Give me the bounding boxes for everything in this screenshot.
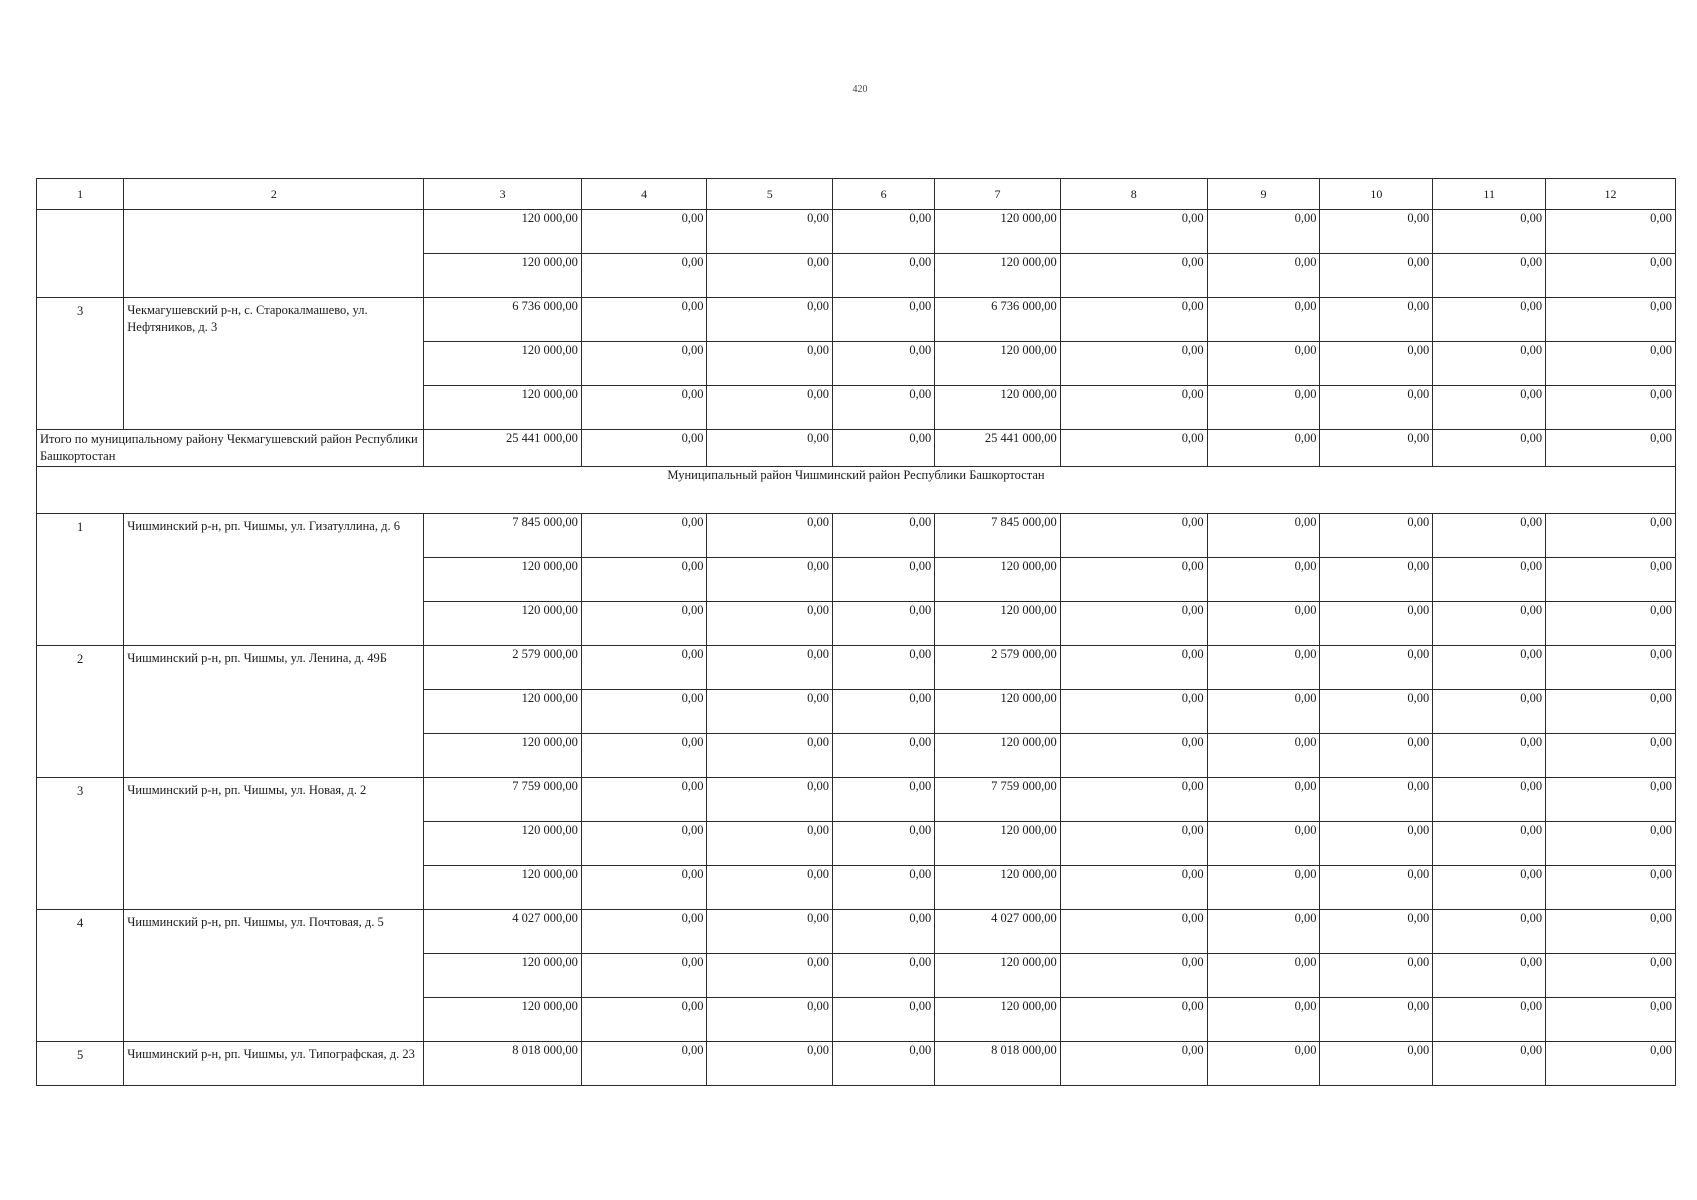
value-cell: 0,00: [1320, 910, 1433, 954]
value-cell: 120 000,00: [935, 342, 1061, 386]
table-row: [37, 646, 1676, 690]
value-cell: 0,00: [1060, 342, 1207, 386]
value-cell: 120 000,00: [935, 866, 1061, 910]
value-cell: 120 000,00: [935, 734, 1061, 778]
value-cell: 0,00: [707, 998, 833, 1042]
value-cell: 0,00: [1320, 602, 1433, 646]
value-cell: 0,00: [1433, 778, 1546, 822]
value-cell: 0,00: [707, 342, 833, 386]
value-cell: 2 579 000,00: [935, 646, 1061, 690]
value-cell: 0,00: [1320, 646, 1433, 690]
value-cell: 0,00: [1433, 342, 1546, 386]
value-cell: 0,00: [1060, 866, 1207, 910]
table-row: [37, 298, 1676, 342]
address-cell: [124, 210, 424, 298]
value-cell: 0,00: [1433, 954, 1546, 998]
value-cell: 120 000,00: [424, 998, 582, 1042]
value-cell: 0,00: [1060, 558, 1207, 602]
value-cell: 0,00: [1320, 954, 1433, 998]
value-cell: 0,00: [1546, 210, 1676, 254]
value-cell: 0,00: [1060, 514, 1207, 558]
value-cell: 0,00: [707, 210, 833, 254]
value-cell: 25 441 000,00: [935, 430, 1061, 467]
value-cell: 0,00: [707, 558, 833, 602]
value-cell: 0,00: [1060, 778, 1207, 822]
value-cell: 0,00: [1320, 778, 1433, 822]
value-cell: 0,00: [1060, 734, 1207, 778]
value-cell: 120 000,00: [935, 602, 1061, 646]
value-cell: 0,00: [581, 430, 707, 467]
value-cell: 0,00: [1433, 430, 1546, 467]
value-cell: 7 845 000,00: [424, 514, 582, 558]
value-cell: 0,00: [707, 1042, 833, 1086]
value-cell: 0,00: [581, 254, 707, 298]
value-cell: 0,00: [707, 778, 833, 822]
value-cell: 0,00: [581, 514, 707, 558]
value-cell: 8 018 000,00: [935, 1042, 1061, 1086]
value-cell: 0,00: [1433, 514, 1546, 558]
value-cell: 0,00: [707, 602, 833, 646]
value-cell: 0,00: [833, 734, 935, 778]
value-cell: 120 000,00: [424, 210, 582, 254]
value-cell: 0,00: [1207, 734, 1320, 778]
value-cell: 0,00: [1060, 254, 1207, 298]
value-cell: 0,00: [1546, 1042, 1676, 1086]
value-cell: 120 000,00: [424, 954, 582, 998]
value-cell: 0,00: [1060, 998, 1207, 1042]
address-cell: Чишминский р-н, рп. Чишмы, ул. Гизатуллина, д. 6: [124, 514, 424, 646]
row-index: 3: [37, 298, 124, 430]
value-cell: 0,00: [833, 342, 935, 386]
value-cell: 0,00: [833, 690, 935, 734]
value-cell: 0,00: [581, 998, 707, 1042]
value-cell: 0,00: [1546, 254, 1676, 298]
table-row: [37, 778, 1676, 822]
value-cell: 0,00: [1433, 254, 1546, 298]
value-cell: 0,00: [1207, 514, 1320, 558]
value-cell: 120 000,00: [424, 866, 582, 910]
value-cell: 0,00: [581, 646, 707, 690]
value-cell: 0,00: [1320, 430, 1433, 467]
value-cell: 0,00: [833, 298, 935, 342]
value-cell: 0,00: [581, 954, 707, 998]
value-cell: 0,00: [833, 558, 935, 602]
value-cell: 0,00: [581, 910, 707, 954]
value-cell: 0,00: [1320, 866, 1433, 910]
value-cell: 0,00: [581, 342, 707, 386]
table-row: [37, 514, 1676, 558]
value-cell: 0,00: [581, 298, 707, 342]
value-cell: 0,00: [1320, 822, 1433, 866]
district-total-label: Итого по муниципальному району Чекмагушевский район Республики Башкортостан: [37, 430, 424, 467]
value-cell: 0,00: [707, 386, 833, 430]
value-cell: 0,00: [1207, 998, 1320, 1042]
value-cell: 0,00: [1320, 690, 1433, 734]
data-table: [36, 178, 1676, 1086]
column-header: 3: [424, 179, 582, 210]
value-cell: 0,00: [1320, 298, 1433, 342]
value-cell: 0,00: [1207, 910, 1320, 954]
value-cell: 0,00: [1060, 1042, 1207, 1086]
table-row: [37, 1042, 1676, 1086]
value-cell: 120 000,00: [935, 822, 1061, 866]
value-cell: 0,00: [707, 910, 833, 954]
value-cell: 0,00: [1546, 778, 1676, 822]
value-cell: 0,00: [1207, 254, 1320, 298]
value-cell: 0,00: [1207, 558, 1320, 602]
row-index: 5: [37, 1042, 124, 1086]
value-cell: 0,00: [1433, 690, 1546, 734]
value-cell: 0,00: [707, 646, 833, 690]
value-cell: 0,00: [581, 210, 707, 254]
value-cell: 120 000,00: [935, 998, 1061, 1042]
row-index: 2: [37, 646, 124, 778]
value-cell: 0,00: [1433, 866, 1546, 910]
value-cell: 0,00: [833, 210, 935, 254]
value-cell: 0,00: [1060, 430, 1207, 467]
value-cell: 120 000,00: [424, 690, 582, 734]
value-cell: 0,00: [1546, 298, 1676, 342]
value-cell: 0,00: [581, 778, 707, 822]
value-cell: 0,00: [1320, 210, 1433, 254]
row-index: 4: [37, 910, 124, 1042]
value-cell: 120 000,00: [424, 386, 582, 430]
value-cell: 0,00: [833, 646, 935, 690]
value-cell: 120 000,00: [935, 254, 1061, 298]
value-cell: 0,00: [707, 822, 833, 866]
value-cell: 0,00: [833, 386, 935, 430]
value-cell: 0,00: [1060, 646, 1207, 690]
value-cell: 120 000,00: [424, 822, 582, 866]
address-cell: Чишминский р-н, рп. Чишмы, ул. Типографская, д. 23: [124, 1042, 424, 1086]
value-cell: 0,00: [1320, 998, 1433, 1042]
table-row: [37, 210, 1676, 254]
value-cell: 8 018 000,00: [424, 1042, 582, 1086]
value-cell: 0,00: [1433, 210, 1546, 254]
value-cell: 0,00: [581, 822, 707, 866]
table-row: [37, 910, 1676, 954]
value-cell: 0,00: [707, 514, 833, 558]
value-cell: 0,00: [707, 734, 833, 778]
value-cell: 0,00: [1433, 558, 1546, 602]
value-cell: 0,00: [1433, 646, 1546, 690]
value-cell: 0,00: [1320, 342, 1433, 386]
value-cell: 4 027 000,00: [424, 910, 582, 954]
value-cell: 0,00: [1546, 866, 1676, 910]
value-cell: 0,00: [1207, 210, 1320, 254]
column-header: 1: [37, 179, 124, 210]
value-cell: 0,00: [1546, 910, 1676, 954]
section-title: Муниципальный район Чишминский район Республики Башкортостан: [37, 467, 1676, 514]
value-cell: 120 000,00: [935, 954, 1061, 998]
value-cell: 6 736 000,00: [935, 298, 1061, 342]
value-cell: 0,00: [1546, 646, 1676, 690]
row-index: 3: [37, 778, 124, 910]
value-cell: 0,00: [1207, 1042, 1320, 1086]
value-cell: 0,00: [1433, 998, 1546, 1042]
value-cell: 0,00: [1207, 298, 1320, 342]
value-cell: 0,00: [707, 690, 833, 734]
value-cell: 7 759 000,00: [935, 778, 1061, 822]
value-cell: 0,00: [1433, 910, 1546, 954]
value-cell: 0,00: [1060, 298, 1207, 342]
spreadsheet-page: [36, 178, 1676, 1086]
value-cell: 120 000,00: [424, 602, 582, 646]
value-cell: 0,00: [1546, 734, 1676, 778]
value-cell: 0,00: [1060, 690, 1207, 734]
column-header: 8: [1060, 179, 1207, 210]
value-cell: 0,00: [833, 866, 935, 910]
value-cell: 0,00: [833, 778, 935, 822]
value-cell: 0,00: [1546, 430, 1676, 467]
value-cell: 0,00: [833, 910, 935, 954]
value-cell: 0,00: [1060, 822, 1207, 866]
row-index: 1: [37, 514, 124, 646]
value-cell: 0,00: [1207, 690, 1320, 734]
value-cell: 0,00: [581, 690, 707, 734]
value-cell: 0,00: [1320, 558, 1433, 602]
value-cell: 7 845 000,00: [935, 514, 1061, 558]
column-header: 2: [124, 179, 424, 210]
address-cell: Чишминский р-н, рп. Чишмы, ул. Ленина, д. 49Б: [124, 646, 424, 778]
value-cell: 120 000,00: [424, 342, 582, 386]
value-cell: 0,00: [1546, 558, 1676, 602]
value-cell: 0,00: [581, 866, 707, 910]
value-cell: 120 000,00: [935, 210, 1061, 254]
value-cell: 0,00: [1546, 954, 1676, 998]
value-cell: 0,00: [1060, 602, 1207, 646]
value-cell: 0,00: [833, 954, 935, 998]
value-cell: 0,00: [833, 998, 935, 1042]
value-cell: 120 000,00: [935, 386, 1061, 430]
value-cell: 0,00: [581, 558, 707, 602]
value-cell: 120 000,00: [935, 558, 1061, 602]
row-index: [37, 210, 124, 298]
value-cell: 0,00: [1433, 386, 1546, 430]
column-header-row: [37, 179, 1676, 210]
value-cell: 0,00: [707, 954, 833, 998]
column-header: 10: [1320, 179, 1433, 210]
value-cell: 0,00: [1320, 514, 1433, 558]
address-cell: Чекмагушевский р-н, с. Старокалмашево, ул. Нефтяников, д. 3: [124, 298, 424, 430]
value-cell: 0,00: [833, 430, 935, 467]
value-cell: 0,00: [707, 254, 833, 298]
value-cell: 0,00: [1207, 386, 1320, 430]
value-cell: 0,00: [1207, 778, 1320, 822]
value-cell: 0,00: [833, 514, 935, 558]
value-cell: 0,00: [1207, 342, 1320, 386]
value-cell: 0,00: [1546, 386, 1676, 430]
value-cell: 25 441 000,00: [424, 430, 582, 467]
value-cell: 120 000,00: [424, 734, 582, 778]
value-cell: 7 759 000,00: [424, 778, 582, 822]
value-cell: 0,00: [707, 430, 833, 467]
column-header: 9: [1207, 179, 1320, 210]
value-cell: 2 579 000,00: [424, 646, 582, 690]
value-cell: 6 736 000,00: [424, 298, 582, 342]
value-cell: 0,00: [1433, 602, 1546, 646]
value-cell: 0,00: [1060, 210, 1207, 254]
value-cell: 0,00: [581, 1042, 707, 1086]
address-cell: Чишминский р-н, рп. Чишмы, ул. Новая, д. 2: [124, 778, 424, 910]
value-cell: 0,00: [1060, 910, 1207, 954]
value-cell: 0,00: [1207, 646, 1320, 690]
section-row: [37, 467, 1676, 514]
district-total-row: [37, 430, 1676, 467]
value-cell: 0,00: [707, 866, 833, 910]
value-cell: 0,00: [581, 602, 707, 646]
value-cell: 0,00: [1433, 822, 1546, 866]
value-cell: 0,00: [1207, 954, 1320, 998]
value-cell: 0,00: [833, 822, 935, 866]
column-header: 11: [1433, 179, 1546, 210]
value-cell: 0,00: [1207, 430, 1320, 467]
value-cell: 0,00: [1546, 690, 1676, 734]
value-cell: 0,00: [1207, 822, 1320, 866]
value-cell: 120 000,00: [935, 690, 1061, 734]
value-cell: 0,00: [1546, 998, 1676, 1042]
value-cell: 0,00: [1207, 602, 1320, 646]
value-cell: 0,00: [1320, 1042, 1433, 1086]
value-cell: 0,00: [1546, 822, 1676, 866]
value-cell: 0,00: [1433, 298, 1546, 342]
value-cell: 0,00: [1207, 866, 1320, 910]
value-cell: 0,00: [1320, 254, 1433, 298]
value-cell: 0,00: [1320, 734, 1433, 778]
value-cell: 0,00: [1320, 386, 1433, 430]
column-header: 4: [581, 179, 707, 210]
value-cell: 4 027 000,00: [935, 910, 1061, 954]
value-cell: 0,00: [1433, 1042, 1546, 1086]
value-cell: 0,00: [833, 254, 935, 298]
value-cell: 0,00: [581, 734, 707, 778]
value-cell: 0,00: [1060, 954, 1207, 998]
value-cell: 0,00: [1060, 386, 1207, 430]
value-cell: 0,00: [833, 1042, 935, 1086]
value-cell: 0,00: [1546, 514, 1676, 558]
value-cell: 0,00: [581, 386, 707, 430]
value-cell: 0,00: [833, 602, 935, 646]
column-header: 7: [935, 179, 1061, 210]
column-header: 5: [707, 179, 833, 210]
column-header: 12: [1546, 179, 1676, 210]
column-header: 6: [833, 179, 935, 210]
value-cell: 0,00: [707, 298, 833, 342]
page-number: 420: [852, 84, 868, 95]
value-cell: 120 000,00: [424, 558, 582, 602]
value-cell: 0,00: [1546, 342, 1676, 386]
value-cell: 120 000,00: [424, 254, 582, 298]
value-cell: 0,00: [1546, 602, 1676, 646]
value-cell: 0,00: [1433, 734, 1546, 778]
address-cell: Чишминский р-н, рп. Чишмы, ул. Почтовая, д. 5: [124, 910, 424, 1042]
